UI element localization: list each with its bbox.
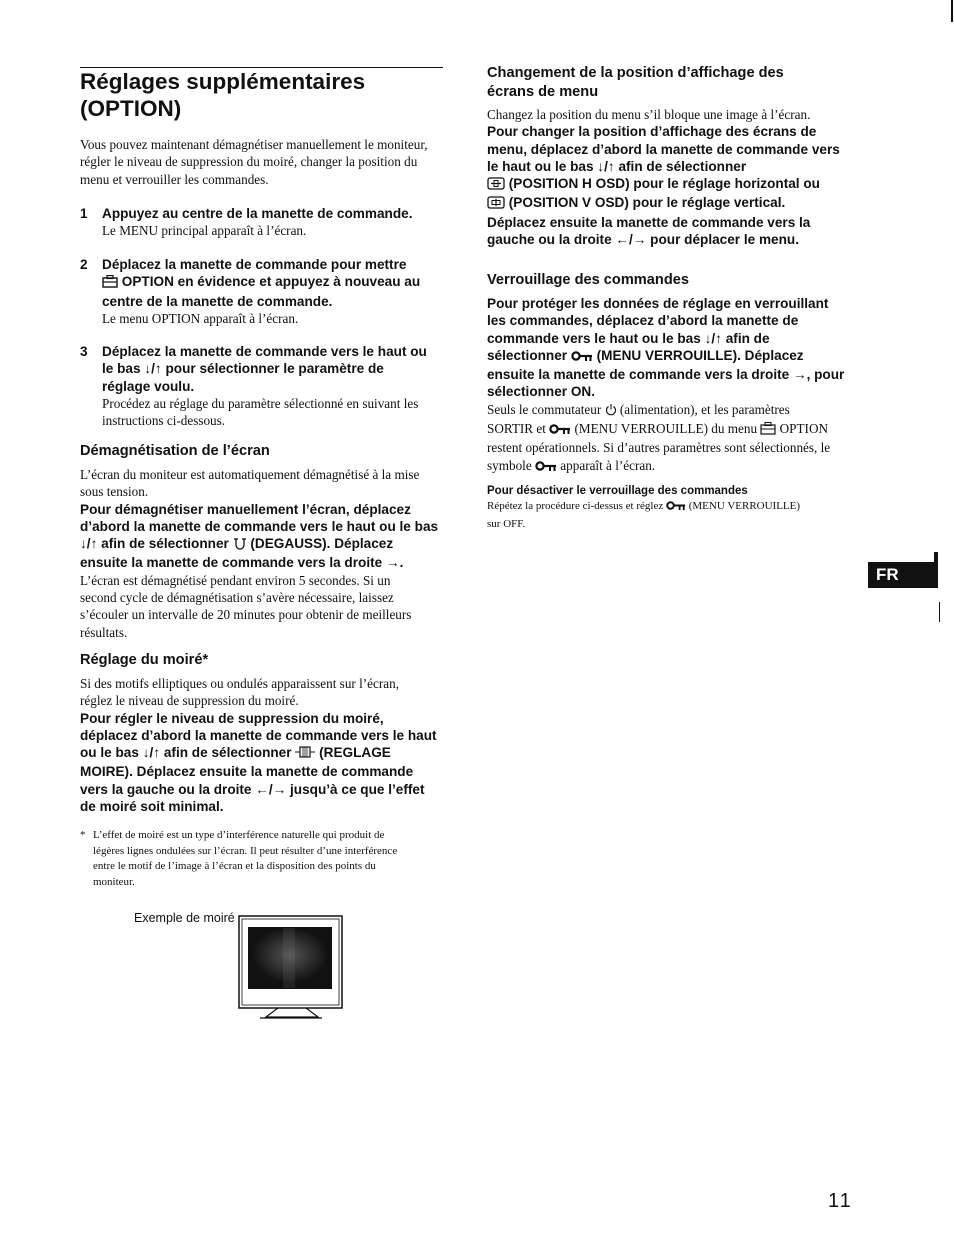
page-title-line1: Réglages supplémentaires bbox=[80, 69, 366, 94]
tab-edge-mark bbox=[934, 552, 938, 588]
unlock-text bbox=[487, 499, 859, 532]
text-segment: OPTION bbox=[779, 421, 828, 437]
step-3 bbox=[80, 343, 450, 429]
v-position-osd-icon bbox=[487, 196, 505, 213]
text-line: résultats. bbox=[80, 624, 128, 640]
instruction-line: déplacez d’abord la manette de commande vers le haut bbox=[80, 727, 437, 743]
step-result: instructions ci-dessous. bbox=[102, 413, 226, 429]
text-segment: Répétez la procédure ci-dessus et réglez bbox=[487, 500, 664, 512]
step-result: Le MENU principal apparaît à l’écran. bbox=[102, 223, 307, 239]
step-number: 1 bbox=[80, 206, 88, 221]
step-instruction: Appuyez au centre de la manette de commande. bbox=[102, 206, 413, 221]
instruction-text: commande vers le haut ou le bas bbox=[487, 330, 701, 346]
instruction-text: (DEGAUSS). Déplacez bbox=[250, 536, 394, 552]
instruction-line: d’abord la manette de commande vers le haut ou le bas bbox=[80, 518, 439, 534]
step-2 bbox=[80, 256, 450, 327]
language-tab: FR bbox=[868, 562, 938, 588]
text-segment: Seuls le commutateur bbox=[487, 401, 602, 417]
footnote bbox=[93, 828, 445, 890]
step-instruction-text: le bas bbox=[102, 361, 141, 377]
intro-paragraph: Vous pouvez maintenant démagnétiser manuellement le moniteur, régler le niveau de suppression du moiré, changer la position du menu et verrouiller les commandes. bbox=[80, 137, 428, 187]
heading-line: écrans de menu bbox=[487, 84, 599, 100]
degauss-heading: Démagnétisation de l’écran bbox=[80, 443, 270, 459]
text-segment: (alimentation), et les paramètres bbox=[619, 401, 790, 417]
step-result: Procédez au réglage du paramètre sélectionné en suivant les bbox=[102, 395, 419, 411]
step-1 bbox=[80, 205, 450, 240]
edge-mark bbox=[951, 0, 953, 22]
lock-heading: Verrouillage des commandes bbox=[487, 272, 689, 288]
instruction-line: de moiré soit minimal. bbox=[80, 799, 224, 815]
text-segment: symbole bbox=[487, 457, 532, 473]
step-result: Le menu OPTION apparaît à l’écran. bbox=[102, 310, 299, 326]
heading-line: Changement de la position d’affichage des bbox=[487, 65, 784, 81]
key-lock-icon bbox=[666, 500, 686, 517]
footnote-line: légères lignes ondulées sur l’écran. Il peut résulter d’une interférence bbox=[93, 844, 398, 857]
instruction-text: (REGLAGE bbox=[319, 745, 391, 761]
option-menu-icon bbox=[102, 275, 118, 292]
step-instruction-text: pour sélectionner le paramètre de bbox=[165, 361, 384, 377]
footnote-line: L’effet de moiré est un type d’interférence naturelle qui produit de bbox=[93, 829, 385, 841]
text-line: L’écran est démagnétisé pendant environ 5 secondes. Si un bbox=[80, 572, 391, 588]
footnote-star: * bbox=[80, 829, 86, 841]
text-segment: SORTIR et bbox=[487, 421, 546, 437]
key-lock-icon bbox=[549, 422, 571, 439]
text-line: s’écouler un intervalle de 20 minutes pour obtenir de meilleurs bbox=[80, 607, 412, 623]
instruction-line: Pour régler le niveau de suppression du moiré, bbox=[80, 710, 384, 726]
instruction-text: ou le bas bbox=[80, 745, 139, 761]
arrow-left-right-icon: ←/→ bbox=[255, 781, 287, 797]
instruction-text: ensuite la manette de commande vers la droite bbox=[80, 555, 383, 571]
power-icon bbox=[605, 403, 617, 420]
position-heading bbox=[487, 64, 847, 102]
instruction-line: MOIRE). Déplacez ensuite la manette de commande bbox=[80, 764, 414, 780]
text-line: sous tension. bbox=[80, 484, 149, 500]
text-line: restent opérationnels. Si d’autres paramètres sont sélectionnés, le bbox=[487, 440, 831, 456]
arrow-left-right-icon: ←/→ bbox=[615, 232, 647, 248]
instruction-text: (MENU VERROUILLE). Déplacez bbox=[596, 347, 804, 363]
key-lock-icon bbox=[571, 349, 593, 366]
option-menu-icon bbox=[760, 422, 776, 439]
instruction-line: Pour protéger les données de réglage en verrouillant bbox=[487, 296, 829, 311]
instruction-text: sélectionner bbox=[487, 347, 568, 363]
instruction-text: vers la gauche ou la droite bbox=[80, 781, 252, 797]
h-position-osd-icon bbox=[487, 177, 505, 194]
arrow-right-icon: → bbox=[792, 367, 807, 383]
degauss-body: L’écran du moniteur est automatiquement démagnétisé à la mise sous tension. Pour démagnétiser manuellement l’écran, déplacez d’abord la manette de commande vers le haut ou le bas ↓/↑ afin de sélectionner (DEGAUSS). Déplacez ensuite la manette de commande vers la droite →. L’écran est démagnétisé pendant environ 5 secondes. Si un second cycle de démagnétisation s’avère nécessaire, laissez s’écouler un intervalle de 20 minutes pour obtenir de meilleurs résultats. bbox=[80, 466, 450, 641]
moire-body bbox=[80, 675, 452, 815]
instruction-text: afin de sélectionner bbox=[163, 745, 292, 761]
arrow-down-up-icon: ↓/↑ bbox=[144, 361, 162, 377]
instruction-text: afin de sélectionner bbox=[101, 536, 229, 552]
instruction-text: le haut ou le bas bbox=[487, 158, 594, 174]
instruction-line: menu, déplacez d’abord la manette de commande vers bbox=[487, 141, 840, 157]
position-body bbox=[487, 106, 867, 248]
moire-example-illustration bbox=[238, 914, 344, 1027]
text-line: Si des motifs elliptiques ou ondulés apparaissent sur l’écran, bbox=[80, 676, 399, 691]
text-segment: (MENU VERROUILLE) bbox=[688, 500, 801, 512]
arrow-down-up-icon: ↓/↑ bbox=[142, 745, 161, 761]
instruction-line: Pour changer la position d’affichage des écrans de bbox=[487, 124, 817, 140]
step-instruction-line: centre de la manette de commande. bbox=[102, 293, 333, 309]
instruction-text: afin de bbox=[725, 330, 770, 346]
instruction-line: sélectionner ON. bbox=[487, 384, 596, 400]
instruction-line: Pour démagnétiser manuellement l’écran, déplacez bbox=[80, 501, 411, 517]
instruction-text: jusqu’à ce que l’effet bbox=[290, 781, 425, 797]
step-instruction-line: Déplacez la manette de commande pour mettre bbox=[102, 257, 407, 272]
instruction-text: gauche ou la droite bbox=[487, 232, 612, 248]
arrow-right-icon: → bbox=[385, 555, 400, 571]
instruction-text: (POSITION V OSD) pour le réglage vertical. bbox=[508, 195, 786, 211]
step-instruction-line: Déplacez la manette de commande vers le haut ou bbox=[102, 344, 427, 359]
moire-heading: Réglage du moiré* bbox=[80, 652, 209, 668]
arrow-down-up-icon: ↓/↑ bbox=[597, 158, 615, 174]
key-lock-icon bbox=[535, 459, 557, 476]
instruction-text: ensuite la manette de commande vers la droite bbox=[487, 367, 790, 383]
text-line: sur OFF. bbox=[487, 517, 526, 530]
text-line: Changez la position du menu s’il bloque une image à l’écran. bbox=[487, 107, 811, 122]
page-title bbox=[80, 68, 460, 122]
unlock-subheading: Pour désactiver le verrouillage des commandes bbox=[487, 485, 748, 497]
arrow-down-up-icon: ↓/↑ bbox=[80, 536, 98, 552]
instruction-text: , pour bbox=[806, 367, 845, 383]
instruction-line: Déplacez ensuite la manette de commande vers la bbox=[487, 214, 811, 230]
page-number: 11 bbox=[828, 1190, 853, 1212]
text-line: L’écran du moniteur est automatiquement démagnétisé à la mise bbox=[80, 467, 420, 482]
instruction-text: (POSITION H OSD) pour le réglage horizontal ou bbox=[508, 176, 820, 192]
margin-mark bbox=[939, 602, 940, 622]
step-number: 3 bbox=[80, 344, 88, 359]
footnote-line: moniteur. bbox=[93, 875, 135, 888]
footnote-line: entre le motif de l’image à l’écran et la disposition des points du bbox=[93, 860, 376, 872]
moire-example-label: Exemple de moiré bbox=[134, 911, 235, 925]
step-instruction-line: OPTION en évidence et appuyez à nouveau au bbox=[121, 274, 421, 290]
lock-body bbox=[487, 295, 859, 476]
page-title-line2: (OPTION) bbox=[80, 96, 182, 121]
text-line: second cycle de démagnétisation s’avère nécessaire, laissez bbox=[80, 590, 394, 606]
moire-icon bbox=[295, 746, 315, 763]
arrow-down-up-icon: ↓/↑ bbox=[704, 330, 722, 346]
step-instruction-line: réglage voulu. bbox=[102, 378, 195, 394]
instruction-text: afin de sélectionner bbox=[618, 158, 747, 174]
text-segment: apparaît à l’écran. bbox=[560, 457, 656, 473]
instruction-line: les commandes, déplacez d’abord la manette de bbox=[487, 313, 799, 329]
degauss-icon bbox=[233, 537, 247, 554]
step-number: 2 bbox=[80, 257, 88, 272]
instruction-text: pour déplacer le menu. bbox=[650, 232, 799, 248]
text-line: réglez le niveau de suppression du moiré. bbox=[80, 693, 299, 709]
text-segment: (MENU VERROUILLE) du menu bbox=[574, 421, 758, 437]
